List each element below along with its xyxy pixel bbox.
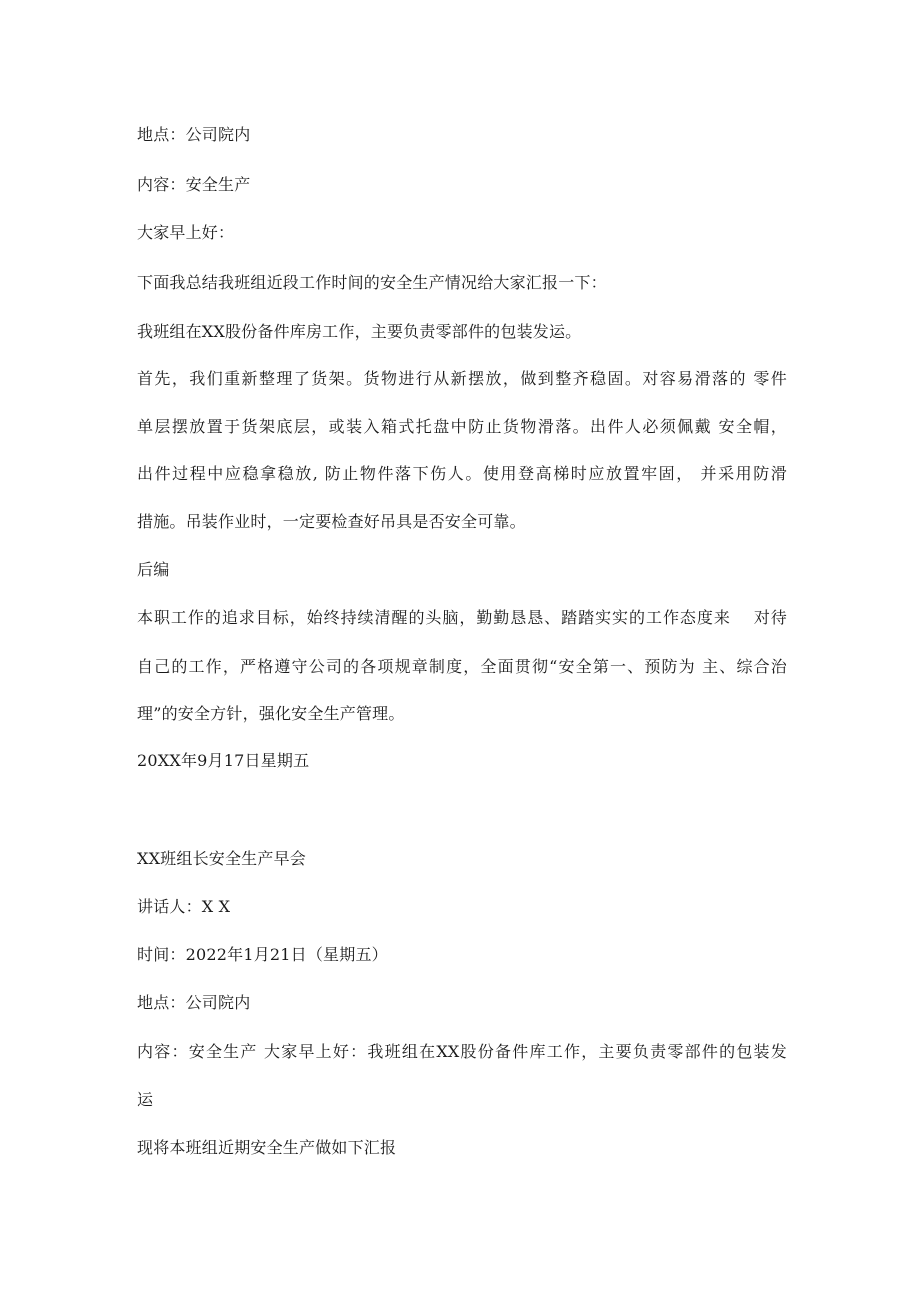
content-line: 内容：安全生产 (137, 175, 251, 194)
date-line: 20XX年9月17日星期五 (137, 751, 310, 770)
meeting-title: XX班组长安全生产早会 (137, 849, 306, 868)
paragraph2-line: 本职工作的追求目标，始终持续清醒的头脑，勤勤恳恳、踏踏实实的工作态度来 对待 (137, 608, 787, 627)
content-line-continued: 运 (137, 1090, 154, 1109)
scope-line: 我班组在XX股份备件库房工作，主要负责零部件的包装发运。 (137, 322, 582, 341)
paragraph1-line: 单层摆放置于货架底层，或装入箱式托盘中防止货物滑落。出件人必须佩戴 安全帽， (137, 417, 787, 436)
paragraph1-line: 首先，我们重新整理了货架。货物进行从新摆放，做到整齐稳固。对容易滑落的 零件 (137, 369, 787, 388)
location-line: 地点：公司院内 (137, 993, 251, 1012)
paragraph1-line: 出件过程中应稳拿稳放, 防止物件落下伤人。使用登高梯时应放置牢固， 并采用防滑 (137, 464, 787, 483)
location-line: 地点：公司院内 (137, 125, 251, 144)
intro-line: 下面我总结我班组近段工作时间的安全生产情况给大家汇报一下： (137, 273, 607, 292)
time-line: 时间：2022年1月21日（星期五） (137, 945, 388, 964)
section-heading: 后编 (137, 560, 170, 579)
content-line: 内容：安全生产 大家早上好：我班组在XX股份备件库工作，主要负责零部件的包装发 (137, 1042, 787, 1061)
speaker-line: 讲话人：X X (137, 897, 231, 916)
paragraph2-line: 自己的工作，严格遵守公司的各项规章制度，全面贯彻“安全第一、预防为 主、综合治 (137, 657, 787, 676)
paragraph2-line: 理”的安全方针，强化安全生产管理。 (137, 704, 405, 723)
closing-line: 现将本班组近期安全生产做如下汇报 (137, 1138, 397, 1157)
paragraph1-line: 措施。吊装作业时，一定要检查好吊具是否安全可靠。 (137, 512, 526, 531)
greeting-line: 大家早上好： (137, 223, 235, 242)
